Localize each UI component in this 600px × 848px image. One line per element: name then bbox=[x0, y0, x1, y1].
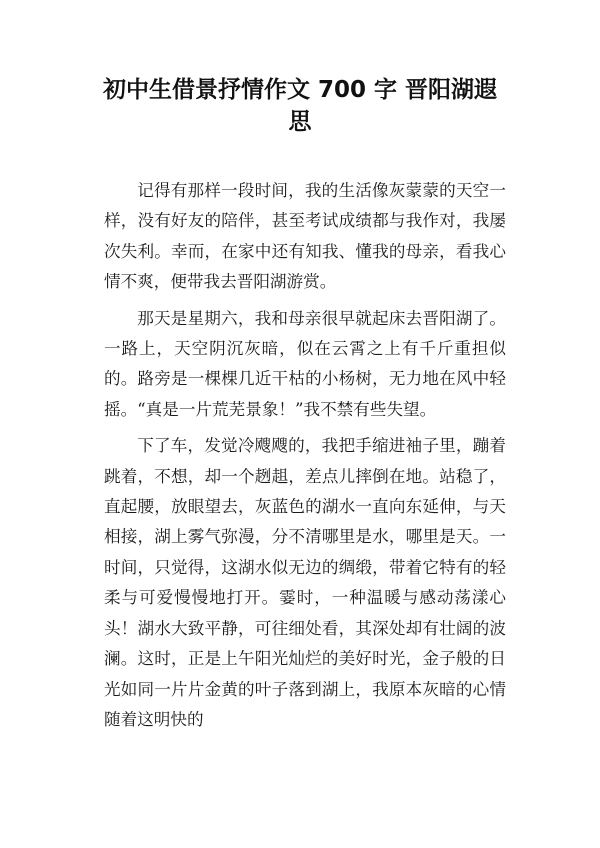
paragraph: 那天是星期六，我和母亲很早就起床去晋阳湖了。一路上，天空阴沉灰暗，似在云霄之上有千斤重担似的。路旁是一棵棵几近干枯的小杨树，无力地在风中轻摇。“真是一片荒芜景象！”我不禁有些失望。 bbox=[104, 308, 506, 419]
document-body bbox=[104, 176, 506, 741]
document-title: 初中生借景抒情作文 700 字 晋阳湖遐思 bbox=[102, 77, 498, 135]
paragraph: 下了车，发觉冷飕飕的，我把手缩进袖子里，蹦着跳着，不想，却一个趔趄，差点儿摔倒在地。站稳了，直起腰，放眼望去，灰蓝色的湖水一直向东延伸，与天相接，湖上雾气弥漫，分不清哪里是水，哪里是天。一时间，只觉得，这湖水似无边的绸缎，带着它特有的轻柔与可爱慢慢地打开。霎时，一种温暖与感动荡漾心头！湖水大致平静，可往细处看，其深处却有壮阔的波澜。这时，正是上午阳光灿烂的美好时光，金子般的日光如同一片片金黄的叶子落到湖上，我原本灰暗的心情随着这明快的 bbox=[104, 436, 506, 729]
paragraph: 记得有那样一段时间，我的生活像灰蒙蒙的天空一样，没有好友的陪伴，甚至考试成绩都与我作对，我屡次失利。幸而，在家中还有知我、懂我的母亲，看我心情不爽，便带我去晋阳湖游赏。 bbox=[104, 181, 506, 292]
